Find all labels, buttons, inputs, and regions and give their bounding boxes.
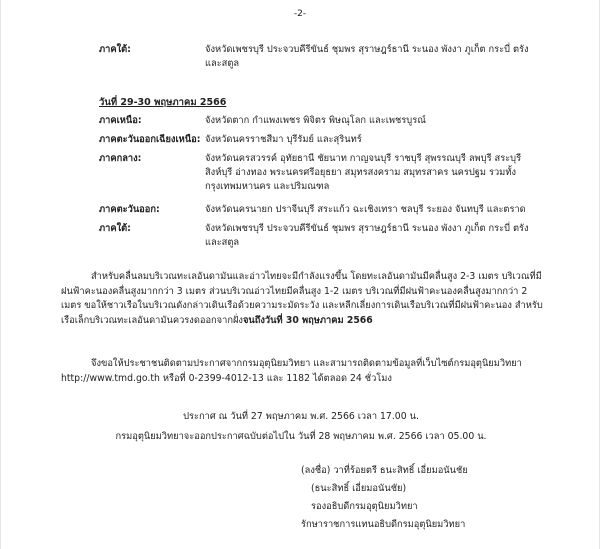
region-provinces: จังหวัดตาก กำแพงเพชร พิจิตร พิษณุโลก และเพชรบูรณ์ <box>205 115 426 126</box>
region-label: ภาคกลาง: <box>99 153 142 164</box>
region-label: ภาคใต้: <box>99 44 131 55</box>
page-number: -2- <box>293 9 307 19</box>
region-label: ภาคตะวันออก: <box>99 204 160 215</box>
region-label: ภาคใต้: <box>99 223 131 234</box>
contact-paragraph <box>61 357 546 386</box>
region-label: ภาคตะวันออกเฉียงเหนือ: <box>99 134 201 145</box>
region-provinces: จังหวัดนครราชสีมา บุรีรัมย์ และสุรินทร์ <box>205 134 362 145</box>
marine-warning-text: สำหรับคลื่นลมบริเวณทะเลอันดามันและอ่าวไทยจะมีกำลังแรงขึ้น โดยทะเลอันดามันมีคลื่นสูง 2-3 เมตร บริเวณที่มีฝนฟ้าคะนองคลื่นสูงมากกว่า 3 เมตร ส่วนบริเวณอ่าวไทยมีคลื่นสูง 1-2 เมตร บริเวณที่มีฝนฟ้าคะนองคลื่นสูงมากกว่า 2 เมตร ขอให้ชาวเรือในบริเวณดังกล่าวเดินเรือด้วยความระมัดระวัง และหลีกเลี่ยงการเดินเรือบริเวณที่มีฝนฟ้าคะนอง สำหรับเรือเล็กบริเวณทะเลอันดามันควรงดออกจากฝั่ง <box>61 271 543 326</box>
marine-warning-paragraph <box>61 270 546 328</box>
region-provinces: จังหวัดนครสวรรค์ อุทัยธานี ชัยนาท กาญจนบุรี ราชบุรี สุพรรณบุรี ลพบุรี สระบุรี สิงห์บุรี อ่างทอง พระนครศรีอยุธยา สมุทรสงคราม สมุทรสาคร นครปฐม รวมทั้งกรุงเทพมหานคร และปริมณฑล <box>205 153 522 192</box>
signature-name: (ธนะสิทธิ์ เอี่ยมอนันชัย) <box>311 483 407 494</box>
region-label: ภาคเหนือ: <box>99 115 142 126</box>
next-announcement: กรมอุตุนิยมวิทยาจะออกประกาศฉบับต่อไปใน วันที่ 28 พฤษภาคม พ.ศ. 2566 เวลา 05.00 น. <box>115 431 487 442</box>
signature-signed: (ลงชื่อ) วาที่ร้อยตรี ธนะสิทธิ์ เอี่ยมอนันชัย <box>301 465 468 476</box>
contact-text: จึงขอให้ประชาชนติดตามประกาศจากกรมอุตุนิยมวิทยา และสามารถติดตามข้อมูลที่เว็บไซต์กรมอุตุนิยมวิทยา http://www.tmd.go.th หรือที่ 0-2399-4012-13 และ 1182 ได้ตลอด 24 ชั่วโมง <box>61 358 522 384</box>
region-provinces: จังหวัดเพชรบุรี ประจวบคีรีขันธ์ ชุมพร สุราษฎร์ธานี ระนอง พังงา ภูเก็ต กระบี่ ตรัง และสตูล <box>205 44 529 69</box>
announced-datetime: ประกาศ ณ วันที่ 27 พฤษภาคม พ.ศ. 2566 เวลา 17.00 น. <box>183 411 419 422</box>
marine-warning-deadline: จนถึงวันที่ 30 พฤษภาคม 2566 <box>242 314 373 326</box>
date-heading: วันที่ 29-30 พฤษภาคม 2566 <box>99 97 227 108</box>
signature-block <box>301 462 561 534</box>
region-provinces: จังหวัดเพชรบุรี ประจวบคีรีขันธ์ ชุมพร สุราษฎร์ธานี ระนอง พังงา ภูเก็ต กระบี่ ตรัง และสตูล <box>205 223 529 248</box>
signature-position-1: รองอธิบดีกรมอุตุนิยมวิทยา <box>311 501 418 512</box>
region-provinces: จังหวัดนครนายก ปราจีนบุรี สระแก้ว ฉะเชิงเทรา ชลบุรี ระยอง จันทบุรี และตราด <box>205 204 526 215</box>
signature-position-2: รักษาราชการแทนอธิบดีกรมอุตุนิยมวิทยา <box>301 519 466 530</box>
